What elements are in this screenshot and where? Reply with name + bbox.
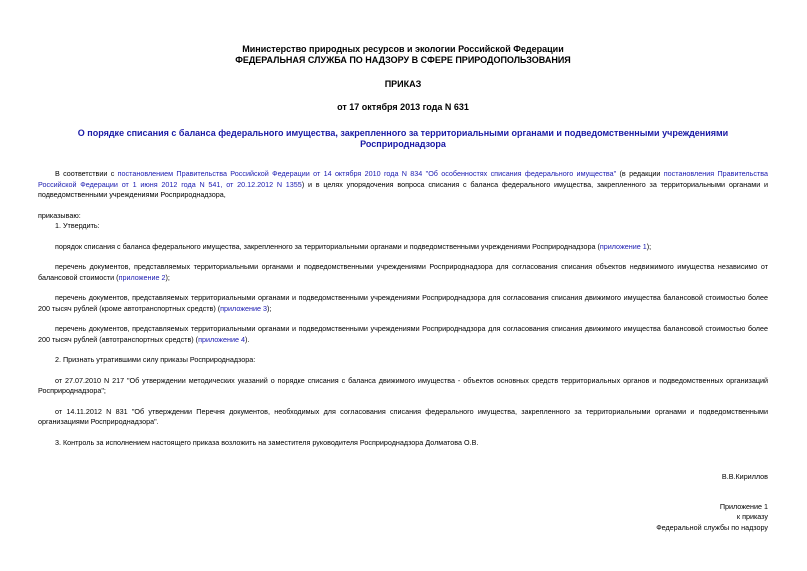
appendix-service: Федеральной службы по надзору	[656, 522, 768, 532]
approve-item-3	[38, 293, 768, 314]
approve-item-4-tail: ).	[244, 334, 250, 344]
approve-item-3-text: перечень документов, представляемых территориальными органами и подведомственными учреждениями Росприроднадзора для согласования списания движимого имущества балансовой стоимостью более 200 тысяч рублей (кроме автотранспортных средств) (	[38, 293, 768, 313]
approve-item-3-tail: );	[267, 303, 272, 313]
intro-link-decree-541[interactable]: постановления Правительства Российской Федерации от 1 июня 2012 года N 541, от 20.12.2012 N 1355	[38, 169, 768, 189]
title-prefix: О	[77, 128, 88, 138]
document-title	[38, 128, 768, 150]
document-page	[38, 44, 768, 533]
appendix-label: Приложение 1	[719, 501, 768, 511]
appendix-4-link[interactable]: приложение 4	[198, 334, 245, 344]
order-word: приказываю:	[38, 210, 81, 220]
doc-type: ПРИКАЗ	[384, 79, 422, 89]
approve-item-1-tail: );	[646, 241, 652, 251]
signature: В.В.Кириллов	[721, 472, 768, 481]
repeal-item-2: от 14.11.2012 N 831 "Об утверждении Перечня документов, необходимых для согласования списания федерального имущества, закрепленного за территориальными органами и подведомственными организациями Росприроднадзора".	[38, 406, 768, 426]
item-1-heading: 1. Утвердить:	[55, 221, 100, 230]
approve-item-4	[38, 324, 768, 345]
appendix-1-link[interactable]: приложение 1	[599, 241, 647, 251]
approve-item-4-text: перечень документов, представляемых территориальными органами и подведомственными учреждениями Росприроднадзора для согласования списания движимого имущества балансовой стоимостью более 200 тысяч рублей (автотранспортных средств) (	[38, 324, 768, 344]
item-3-text: 3. Контроль за исполнением настоящего приказа возложить на заместителя руководителя Росприроднадзора Долматова О.В.	[55, 437, 479, 447]
ministry-name: Министерство природных ресурсов и экологии Российской Федерации	[242, 44, 564, 54]
intro-paragraph	[38, 169, 768, 201]
item-2-heading: 2. Признать утратившими силу приказы Росприроднадзора:	[55, 355, 256, 364]
appendix-to-order: к приказу	[736, 512, 768, 521]
intro-text-2: (в редакции	[616, 169, 664, 178]
doc-date-number: от 17 октября 2013 года N 631	[337, 102, 469, 112]
intro-text-1: В соответствии с	[55, 169, 118, 178]
intro-link-decree-834[interactable]: постановлением Правительства Российской Федерации от 14 октября 2010 года N 834 "Об особенностях списания федерального имущества"	[117, 169, 617, 178]
approve-item-2-text: перечень документов, представляемых территориальными органами и подведомственными учреждениями Росприроднадзора для согласования списания объектов недвижимого имущества независимо от балансовой стоимости (	[38, 262, 768, 282]
approve-item-2-tail: );	[165, 272, 170, 282]
approve-item-1	[38, 242, 768, 253]
approve-item-2	[38, 262, 768, 283]
service-name: ФЕДЕРАЛЬНАЯ СЛУЖБА ПО НАДЗОРУ В СФЕРЕ ПРИРОДОПОЛЬЗОВАНИЯ	[235, 55, 571, 65]
appendix-3-link[interactable]: приложение 3	[220, 303, 268, 313]
title-link[interactable]: порядке списания с баланса федерального имущества, закрепленного за территориальными органами и подведомственными учреждениями Росприроднадзора	[87, 128, 729, 149]
intro-text-3: ) и в целях упорядочения вопроса списания с баланса федерального имущества, закрепленного за территориальными органами и подведомственными учреждениями Росприроднадзора,	[38, 179, 768, 199]
appendix-2-link[interactable]: приложение 2	[118, 272, 166, 282]
approve-item-1-text: порядок списания с баланса федерального имущества, закрепленного за территориальными органами и подведомственными учреждениями Росприроднадзора (	[55, 241, 600, 251]
repeal-item-1: от 27.07.2010 N 217 "Об утверждении методических указаний о порядке списания с баланса движимого имущества - объектов основных средств территориальных органов и подведомственных организаций Росприроднадзора";	[38, 375, 768, 395]
